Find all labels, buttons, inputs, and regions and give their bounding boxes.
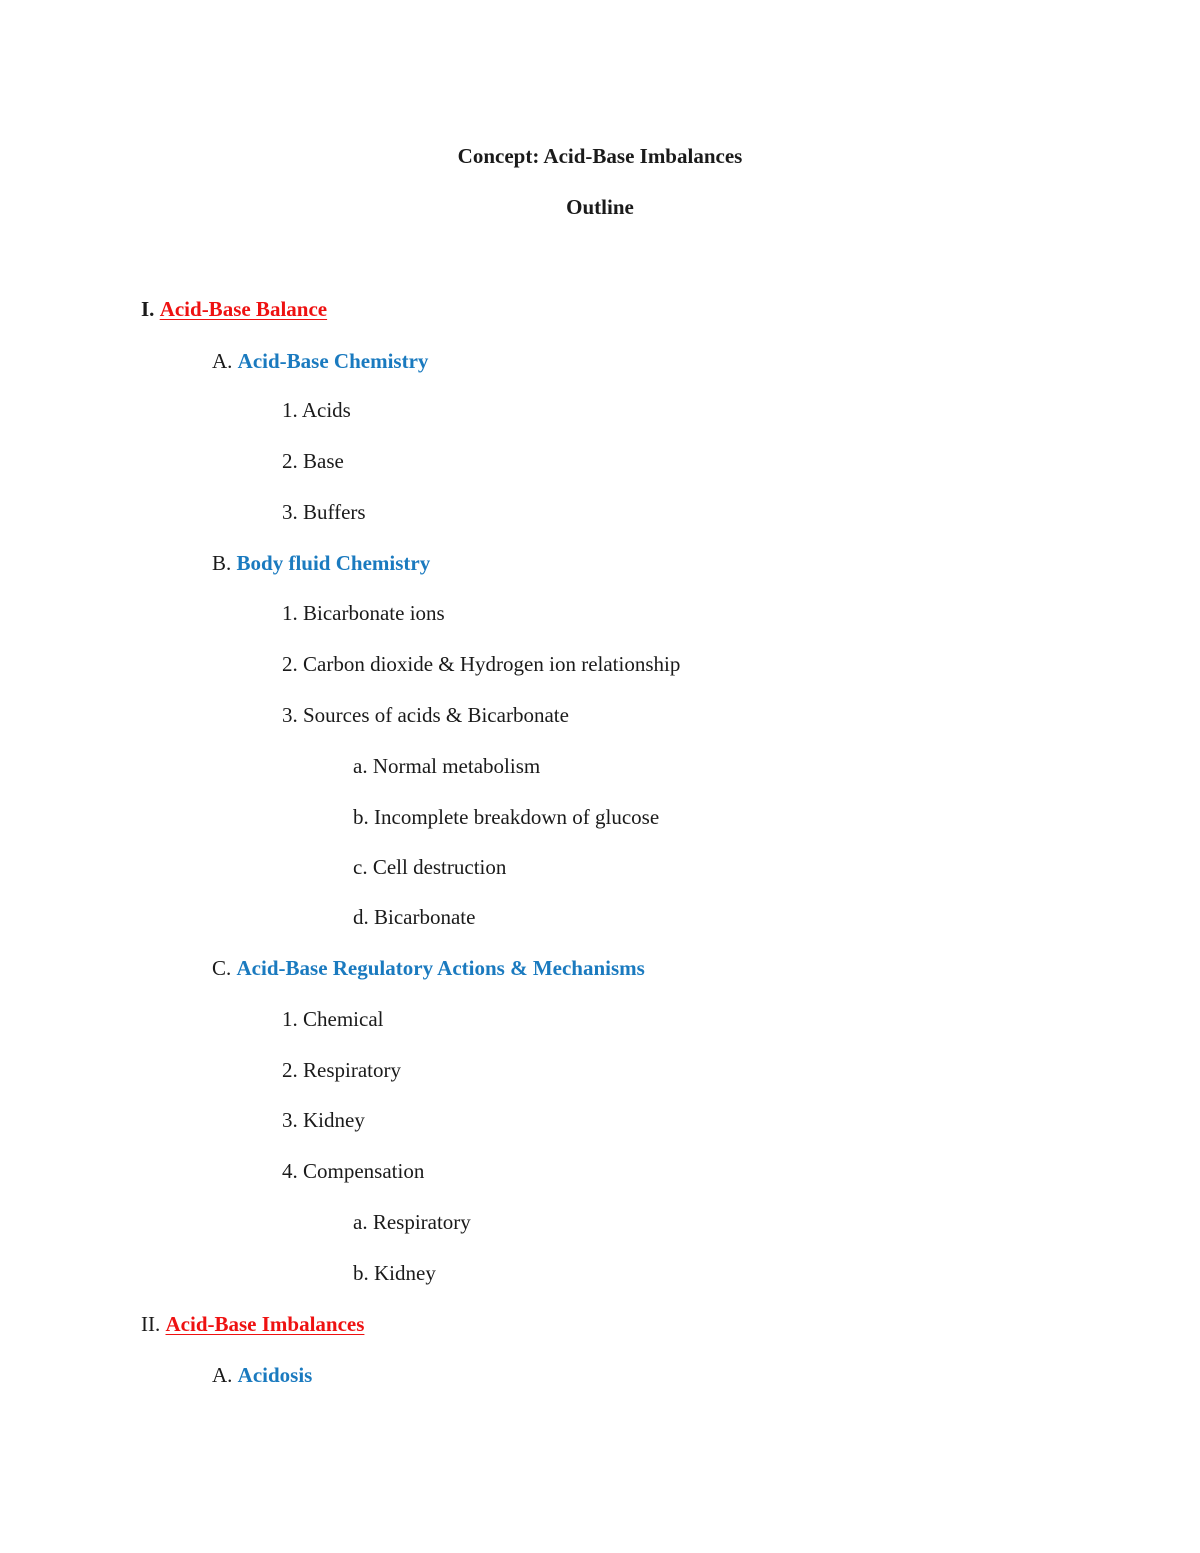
sub-list-item: a. Normal metabolism	[353, 754, 541, 778]
subsection-heading: Body fluid Chemistry	[236, 551, 431, 575]
subsection-i-c	[212, 955, 645, 981]
sub-list-item: c. Cell destruction	[353, 855, 507, 879]
sub-list-item: b. Incomplete breakdown of glucose	[353, 805, 660, 829]
list-item: 1. Chemical	[282, 1007, 384, 1031]
subsection-marker: A.	[212, 1363, 233, 1387]
subsection-heading: Acid-Base Regulatory Actions & Mechanisms	[236, 956, 645, 980]
subsection-i-b	[212, 550, 430, 576]
list-item: 3. Kidney	[282, 1108, 365, 1132]
subsection-marker: B.	[212, 551, 232, 575]
sub-list-item: a. Respiratory	[353, 1210, 471, 1234]
list-item: 2. Respiratory	[282, 1058, 401, 1082]
subsection-ii-a	[212, 1362, 312, 1388]
subsection-marker: C.	[212, 956, 232, 980]
list-item: 4. Compensation	[282, 1159, 425, 1183]
section-i	[141, 296, 327, 322]
list-item: 1. Acids	[282, 398, 351, 422]
subsection-heading: Acidosis	[237, 1363, 313, 1387]
list-item: 2. Carbon dioxide & Hydrogen ion relationship	[282, 652, 681, 676]
page-title: Concept: Acid-Base Imbalances	[457, 144, 743, 168]
section-ii	[141, 1311, 364, 1337]
sub-list-item: b. Kidney	[353, 1261, 436, 1285]
list-item: 2. Base	[282, 449, 344, 473]
section-i-heading: Acid-Base Balance	[159, 297, 328, 321]
sub-list-item: d. Bicarbonate	[353, 905, 476, 929]
subsection-i-a	[212, 348, 428, 374]
list-item: 3. Sources of acids & Bicarbonate	[282, 703, 569, 727]
section-ii-heading: Acid-Base Imbalances	[165, 1312, 365, 1336]
list-item: 1. Bicarbonate ions	[282, 601, 445, 625]
page-subtitle: Outline	[566, 195, 634, 219]
section-i-marker: I.	[141, 297, 155, 321]
subsection-heading: Acid-Base Chemistry	[237, 349, 429, 373]
list-item: 3. Buffers	[282, 500, 366, 524]
section-ii-marker: II.	[141, 1312, 161, 1336]
subsection-marker: A.	[212, 349, 233, 373]
